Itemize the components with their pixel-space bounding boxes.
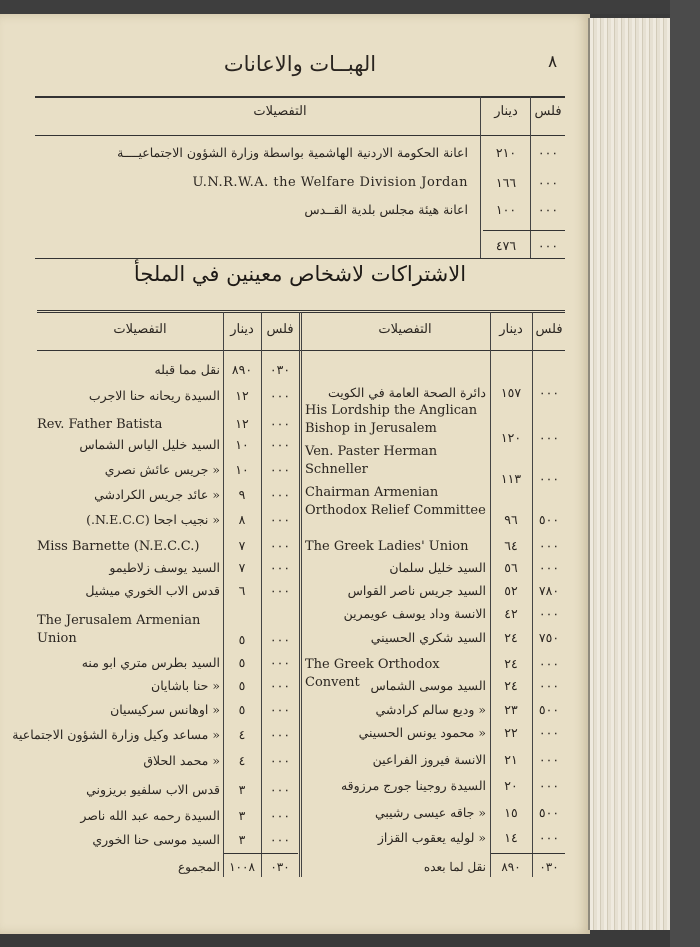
right-row-dinar: ١١٣ xyxy=(500,471,522,486)
grants-fils-header: فلس xyxy=(534,104,562,119)
left-table-row xyxy=(37,832,291,854)
right-row-details: السيد جريس ناصر القواس xyxy=(347,583,486,598)
right-row-fils: ٠٠٠ xyxy=(538,560,560,575)
left-row-details: قدس الاب الخوري ميشيل xyxy=(85,583,220,598)
left-table-row xyxy=(37,583,291,605)
right-row-dinar: ١٥ xyxy=(504,805,518,820)
left-row-fils: ٠٣٠ xyxy=(269,362,291,377)
right-row-details: السيد شكري الحسيني xyxy=(370,630,486,645)
left-row-details: قدس الاب سلفيو بريزوني xyxy=(86,782,220,797)
right-row-dinar: ٩٦ xyxy=(504,512,518,527)
right-row-details: السيد خليل سلمان xyxy=(389,560,486,575)
right-row-fils: ٧٥٠ xyxy=(538,630,560,645)
right-row-fils: ٠٠٠ xyxy=(538,471,560,486)
left-row-details: « جريس عائش نصري xyxy=(104,462,220,477)
right-row-details: The Greek Ladies' Union xyxy=(305,539,469,554)
left-footer-dinar: ١٠٠٨ xyxy=(229,860,255,874)
right-table-row xyxy=(305,538,565,560)
right-row-details: « وديع سالم كرادشي xyxy=(375,702,486,717)
left-row-details: « نجيب اجحا (N.E.C.C.) xyxy=(86,512,220,527)
left-row-fils: ٠٠٠ xyxy=(269,538,291,553)
right-row-details: الانسة وداد يوسف عويمرين xyxy=(343,606,486,621)
left-row-details: « مساعد وكيل وزارة الشؤون الاجتماعية xyxy=(12,727,220,742)
left-row-fils: ٠٠٠ xyxy=(269,832,291,847)
left-row-fils: ٠٠٠ xyxy=(269,727,291,742)
right-row-fils: ٠٠٠ xyxy=(538,830,560,845)
right-row-dinar: ٢٢ xyxy=(504,725,518,740)
right-row-fils: ٥٠٠ xyxy=(538,805,560,820)
grants-row-dinar: ٢١٠ xyxy=(495,145,517,160)
left-row-dinar: ١٢ xyxy=(235,388,249,403)
left-row-dinar: ٣ xyxy=(238,808,246,823)
right-row-fils: ٥٠٠ xyxy=(538,702,560,717)
right-row-fils: ٠٠٠ xyxy=(538,606,560,621)
left-row-dinar: ٤ xyxy=(238,727,246,742)
section-title: الاشتراكات لاشخاص معينين في الملجأ xyxy=(133,262,467,286)
center-double-rule xyxy=(299,312,302,877)
left-table-row xyxy=(37,362,291,384)
right-table-row xyxy=(305,678,565,700)
left-row-fils: ٠٠٠ xyxy=(269,808,291,823)
right-row-details: Ven. Paster Herman Schneller xyxy=(305,444,438,477)
right-row-dinar: ١٥٧ xyxy=(500,385,522,400)
left-row-details: السيد خليل الياس الشماس xyxy=(79,437,220,452)
left-row-fils: ٠٠٠ xyxy=(269,512,291,527)
left-row-fils: ٠٠٠ xyxy=(269,462,291,477)
right-row-details: His Lordship the Anglican Bishop in Jerusalem xyxy=(305,403,478,436)
left-row-dinar: ٣ xyxy=(238,782,246,797)
grants-row-details: U.N.R.W.A. the Welfare Division Jordan xyxy=(192,175,468,190)
right-row-details: الانسة فيروز الفراعين xyxy=(372,752,486,767)
left-row-dinar: ٨٩٠ xyxy=(231,362,253,377)
left-row-dinar: ٤ xyxy=(238,753,246,768)
right-row-fils: ٠٠٠ xyxy=(538,678,560,693)
left-dinar-header: دينار xyxy=(230,322,254,337)
right-table-row xyxy=(305,560,565,582)
left-row-fils: ٠٠٠ xyxy=(269,487,291,502)
left-row-dinar: ٥ xyxy=(238,678,246,693)
left-row-fils: ٠٠٠ xyxy=(269,655,291,670)
grants-row-details: اعانة هيئة مجلس بلدية القــدس xyxy=(304,202,468,217)
right-footer-rule xyxy=(491,853,565,854)
left-row-details: « اوهانس سركيسيان xyxy=(110,702,220,717)
grants-total-dinar: ٤٧٦ xyxy=(495,238,517,253)
right-fils-header: فلس xyxy=(535,322,563,337)
right-table-row xyxy=(305,403,565,445)
page-number: ٨ xyxy=(548,52,558,72)
left-row-details: Rev. Father Batista xyxy=(37,417,163,432)
right-row-fils: ٠٠٠ xyxy=(538,385,560,400)
right-table-row xyxy=(305,583,565,605)
right-row-dinar: ٥٦ xyxy=(504,560,518,575)
right-row-details: « لوليه يعقوب القزاز xyxy=(377,830,486,845)
left-table-row xyxy=(37,462,291,484)
left-row-details: السيد بطرس متري ابو منه xyxy=(81,655,220,670)
book-cover xyxy=(670,0,700,947)
left-row-details: Miss Barnette (N.E.C.C.) xyxy=(37,539,200,554)
right-row-dinar: ٢٤ xyxy=(504,656,518,671)
right-row-details: « محمود يونس الحسيني xyxy=(358,725,486,740)
left-fils-header: فلس xyxy=(266,322,294,337)
right-table-row xyxy=(305,444,565,486)
left-table-row xyxy=(37,702,291,724)
right-row-fils: ٠٠٠ xyxy=(538,430,560,445)
right-row-fils: ٠٠٠ xyxy=(538,778,560,793)
left-row-details: السيد يوسف زلاطيمو xyxy=(109,560,220,575)
left-row-fils: ٠٠٠ xyxy=(269,702,291,717)
right-table-row xyxy=(305,830,565,852)
left-table-row xyxy=(12,727,291,749)
left-row-details: The Jerusalem Armenian Union xyxy=(37,613,201,646)
left-row-details: السيد موسى حنا الخوري xyxy=(92,832,220,847)
right-row-dinar: ٥٢ xyxy=(504,583,518,598)
left-table-row xyxy=(37,678,291,700)
left-row-fils: ٠٠٠ xyxy=(269,782,291,797)
left-row-dinar: ٦ xyxy=(238,583,246,598)
grants-row-fils: ٠٠٠ xyxy=(537,202,559,217)
left-row-details: السيدة ريحانه حنا الاجرب xyxy=(88,388,220,403)
right-row-dinar: ٢٣ xyxy=(504,702,518,717)
left-row-fils: ٠٠٠ xyxy=(269,678,291,693)
left-row-fils: ٠٠٠ xyxy=(269,416,291,431)
left-table-row xyxy=(37,388,291,410)
right-table-row xyxy=(305,752,565,774)
grants-header-rule xyxy=(35,135,565,136)
left-row-details: « محمد الحلاق xyxy=(143,753,220,768)
left-table-row xyxy=(37,416,291,438)
left-details-header: التفصيلات xyxy=(113,322,167,337)
right-row-dinar: ١٤ xyxy=(504,830,518,845)
left-footer-label: المجموع xyxy=(178,860,220,874)
grants-total-rule xyxy=(483,230,565,231)
left-row-dinar: ٧ xyxy=(238,538,246,553)
grants-row-fils: ٠٠٠ xyxy=(537,145,559,160)
right-footer-dinar: ٨٩٠ xyxy=(501,860,521,874)
right-row-dinar: ٤٢ xyxy=(504,606,518,621)
right-row-dinar: ٢٤ xyxy=(504,630,518,645)
right-footer-label: نقل لما بعده xyxy=(423,860,486,874)
left-footer-rule xyxy=(224,853,298,854)
left-row-dinar: ٥ xyxy=(238,632,246,647)
left-table-row xyxy=(37,612,291,647)
left-row-dinar: ٥ xyxy=(238,655,246,670)
right-row-details: السيدة روجينا جورج مرزوقه xyxy=(340,778,486,793)
right-row-dinar: ١٢٠ xyxy=(500,430,522,445)
left-row-fils: ٠٠٠ xyxy=(269,583,291,598)
right-row-dinar: ٢١ xyxy=(504,752,518,767)
right-row-details: The Greek Orthodox Convent xyxy=(305,657,440,690)
left-row-dinar: ٩ xyxy=(238,487,246,502)
grants-row-fils: ٠٠٠ xyxy=(537,175,559,190)
grants-total-fils: ٠٠٠ xyxy=(537,238,559,253)
right-dinar-header: دينار xyxy=(499,322,523,337)
grants-row xyxy=(35,202,565,224)
left-table-row xyxy=(37,808,291,830)
grants-row-dinar: ١٦٦ xyxy=(495,175,517,190)
right-details-header: التفصيلات xyxy=(378,322,432,337)
right-table-row xyxy=(305,606,565,628)
right-row-fils: ٥٠٠ xyxy=(538,512,560,527)
left-row-details: « حنا باشايان xyxy=(151,678,220,693)
grants-row xyxy=(35,175,565,197)
left-row-details: « عائد جريس الكرادشي xyxy=(94,487,220,502)
left-table-row xyxy=(37,487,291,509)
right-table-row xyxy=(305,805,565,827)
grants-details-header: التفصيلات xyxy=(253,104,307,119)
right-table-row xyxy=(305,485,565,527)
right-table-row xyxy=(305,702,565,724)
left-table-row xyxy=(37,753,291,775)
right-table-row xyxy=(305,725,565,747)
left-table-row xyxy=(37,512,291,534)
left-row-fils: ٠٠٠ xyxy=(269,437,291,452)
right-row-dinar: ٦٤ xyxy=(504,538,518,553)
grants-table-bottom-rule xyxy=(35,258,565,259)
left-table-row xyxy=(37,782,291,804)
left-table-row xyxy=(37,560,291,582)
grants-row xyxy=(35,145,565,167)
left-table-row xyxy=(37,538,291,560)
left-row-dinar: ١٠ xyxy=(235,437,249,452)
right-table-row xyxy=(305,630,565,652)
grants-table-top-rule xyxy=(35,96,565,98)
right-row-fils: ٠٠٠ xyxy=(538,538,560,553)
left-row-details: نقل مما قبله xyxy=(154,362,220,377)
right-row-details: Chairman Armenian Orthodox Relief Committee xyxy=(305,485,486,518)
left-row-dinar: ٧ xyxy=(238,560,246,575)
left-row-fils: ٠٠٠ xyxy=(269,560,291,575)
right-table-row xyxy=(305,778,565,800)
right-row-dinar: ٢٤ xyxy=(504,678,518,693)
right-row-fils: ٧٨٠ xyxy=(538,583,560,598)
left-table-row xyxy=(37,437,291,459)
left-row-dinar: ٥ xyxy=(238,702,246,717)
top-strip xyxy=(0,0,700,14)
page-edges xyxy=(588,18,680,930)
left-footer-fils: ٠٣٠ xyxy=(270,860,290,874)
left-row-fils: ٠٠٠ xyxy=(269,632,291,647)
left-row-dinar: ١٠ xyxy=(235,462,249,477)
right-row-details: دائرة الصحة العامة في الكويت xyxy=(327,385,486,400)
right-row-fils: ٠٠٠ xyxy=(538,656,560,671)
right-row-details: « جاقه عيسى رشيبي xyxy=(374,805,486,820)
left-row-dinar: ٣ xyxy=(238,832,246,847)
left-row-dinar: ٨ xyxy=(238,512,246,527)
left-row-fils: ٠٠٠ xyxy=(269,753,291,768)
right-row-fils: ٠٠٠ xyxy=(538,752,560,767)
right-row-fils: ٠٠٠ xyxy=(538,725,560,740)
page-title: الهبــات والاعانات xyxy=(223,52,377,76)
right-footer-fils: ٠٣٠ xyxy=(539,860,559,874)
grants-dinar-header: دينار xyxy=(494,104,518,119)
left-row-fils: ٠٠٠ xyxy=(269,388,291,403)
right-row-details: السيد موسى الشماس xyxy=(370,678,486,693)
left-row-dinar: ١٢ xyxy=(235,416,249,431)
left-row-details: السيدة رحمه عبد الله ناصر xyxy=(80,808,220,823)
grants-row-dinar: ١٠٠ xyxy=(495,202,517,217)
left-table-row xyxy=(37,655,291,677)
grants-row-details: اعانة الحكومة الاردنية الهاشمية بواسطة وزارة الشؤون الاجتماعيــــة xyxy=(117,145,468,160)
right-row-dinar: ٢٠ xyxy=(504,778,518,793)
